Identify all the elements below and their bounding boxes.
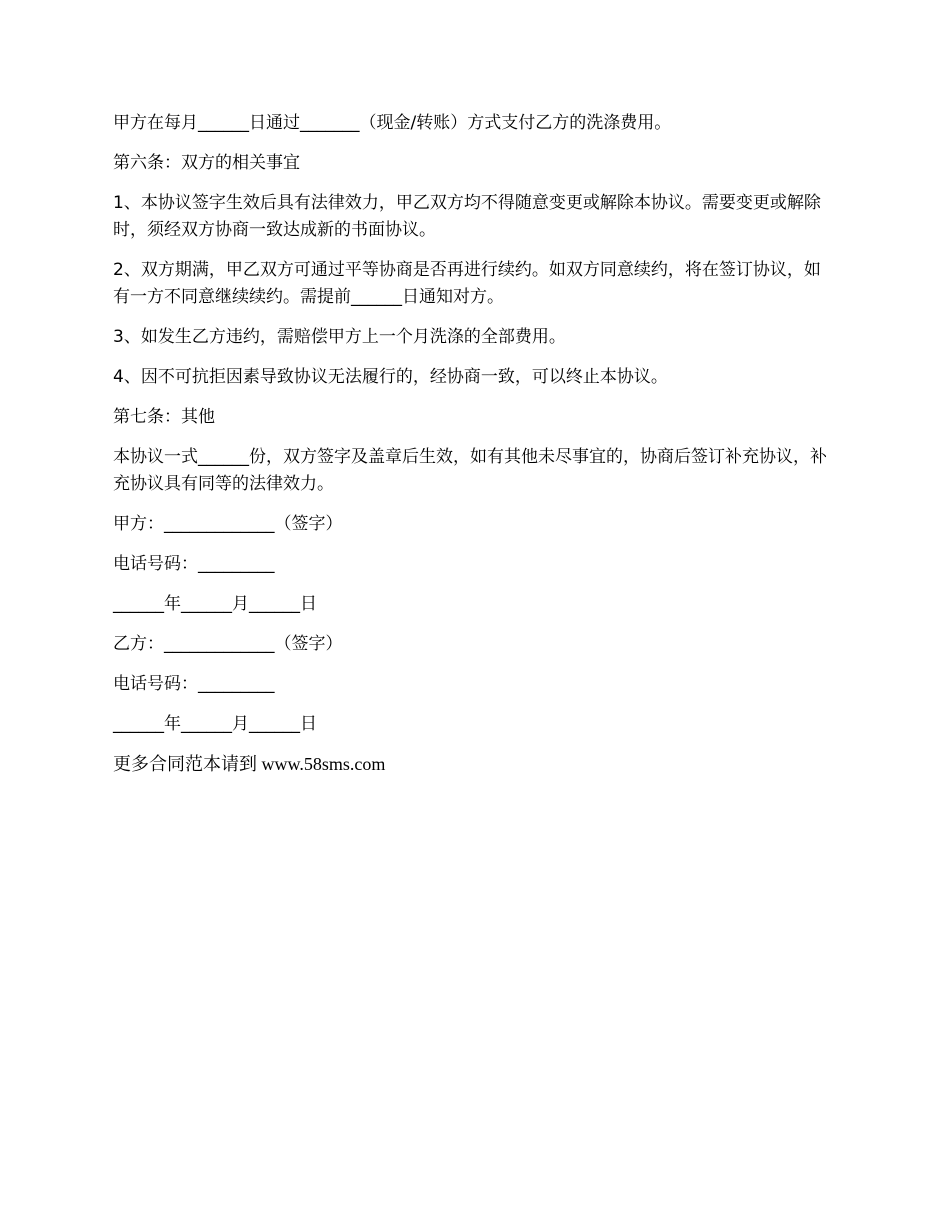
section-six-heading: 第六条：双方的相关事宜: [113, 153, 300, 173]
copies-clause: 本协议一式______份，双方签字及盖章后生效，如有其他未尽事宜的，协商后签订补充协议，补充协议具有同等的法律效力。: [113, 447, 827, 494]
clause-2: 2、双方期满，甲乙双方可通过平等协商是否再进行续约。如双方同意续约，将在签订协议，如有一方不同意继续续约。需提前______日通知对方。: [113, 260, 821, 307]
party-b-phone: 电话号码：_________: [113, 674, 275, 694]
footer-link: 更多合同范本请到 www.58sms.com: [113, 754, 386, 774]
section-seven-heading: 第七条：其他: [113, 407, 215, 427]
party-a-signature: 甲方：_____________（签字）: [113, 514, 343, 534]
party-a-phone: 电话号码：_________: [113, 554, 275, 574]
payment-clause: 甲方在每月______日通过_______（现金/转账）方式支付乙方的洗涤费用。: [113, 113, 672, 133]
clause-3: 3、如发生乙方违约，需赔偿甲方上一个月洗涤的全部费用。: [113, 327, 566, 347]
party-a-date: ______年______月______日: [113, 594, 317, 614]
party-b-signature: 乙方：_____________（签字）: [113, 634, 343, 654]
document-page: [113, 110, 833, 791]
clause-1: 1、本协议签字生效后具有法律效力，甲乙双方均不得随意变更或解除本协议。需要变更或解除时，须经双方协商一致达成新的书面协议。: [113, 193, 821, 240]
party-b-date: ______年______月______日: [113, 714, 317, 734]
clause-4: 4、因不可抗拒因素导致协议无法履行的，经协商一致，可以终止本协议。: [113, 367, 668, 387]
